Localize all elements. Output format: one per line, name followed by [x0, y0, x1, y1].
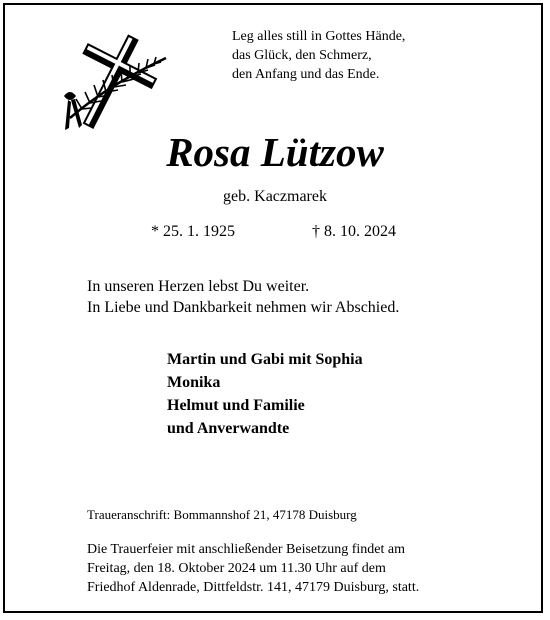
- poem-line: den Anfang und das Ende.: [232, 67, 380, 82]
- birth-name: geb. Kaczmarek: [223, 188, 327, 205]
- mourners-list: [167, 348, 363, 440]
- message-line: In Liebe und Dankbarkeit nehmen wir Abschied.: [87, 299, 400, 316]
- death-date: † 8. 10. 2024: [312, 223, 396, 240]
- poem-line: Leg alles still in Gottes Hände,: [232, 29, 406, 44]
- farewell-message: [87, 276, 399, 318]
- notice-line: Friedhof Aldenrade, Dittfeldstr. 141, 47179 Duisburg, statt.: [87, 580, 420, 595]
- mourner-line: Martin und Gabi mit Sophia: [167, 351, 363, 368]
- funeral-notice: [87, 540, 419, 597]
- notice-line: Freitag, den 18. Oktober 2024 um 11.30 Uhr auf dem: [87, 561, 386, 576]
- mourner-line: Helmut und Familie: [167, 397, 305, 414]
- poem-line: das Glück, den Schmerz,: [232, 48, 372, 63]
- deceased-name: Rosa Lützow: [166, 129, 384, 175]
- message-line: In unseren Herzen lebst Du weiter.: [87, 278, 310, 295]
- cross-with-palm-branch-icon: [38, 30, 188, 140]
- mourner-line: Monika: [167, 374, 221, 391]
- notice-line: Die Trauerfeier mit anschließender Beisetzung findet am: [87, 542, 406, 557]
- mourning-address: Traueranschrift: Bommannshof 21, 47178 Duisburg: [87, 507, 357, 522]
- mourner-line: und Anverwandte: [167, 420, 290, 437]
- birth-date: * 25. 1. 1925: [151, 223, 235, 240]
- poem: [232, 27, 405, 84]
